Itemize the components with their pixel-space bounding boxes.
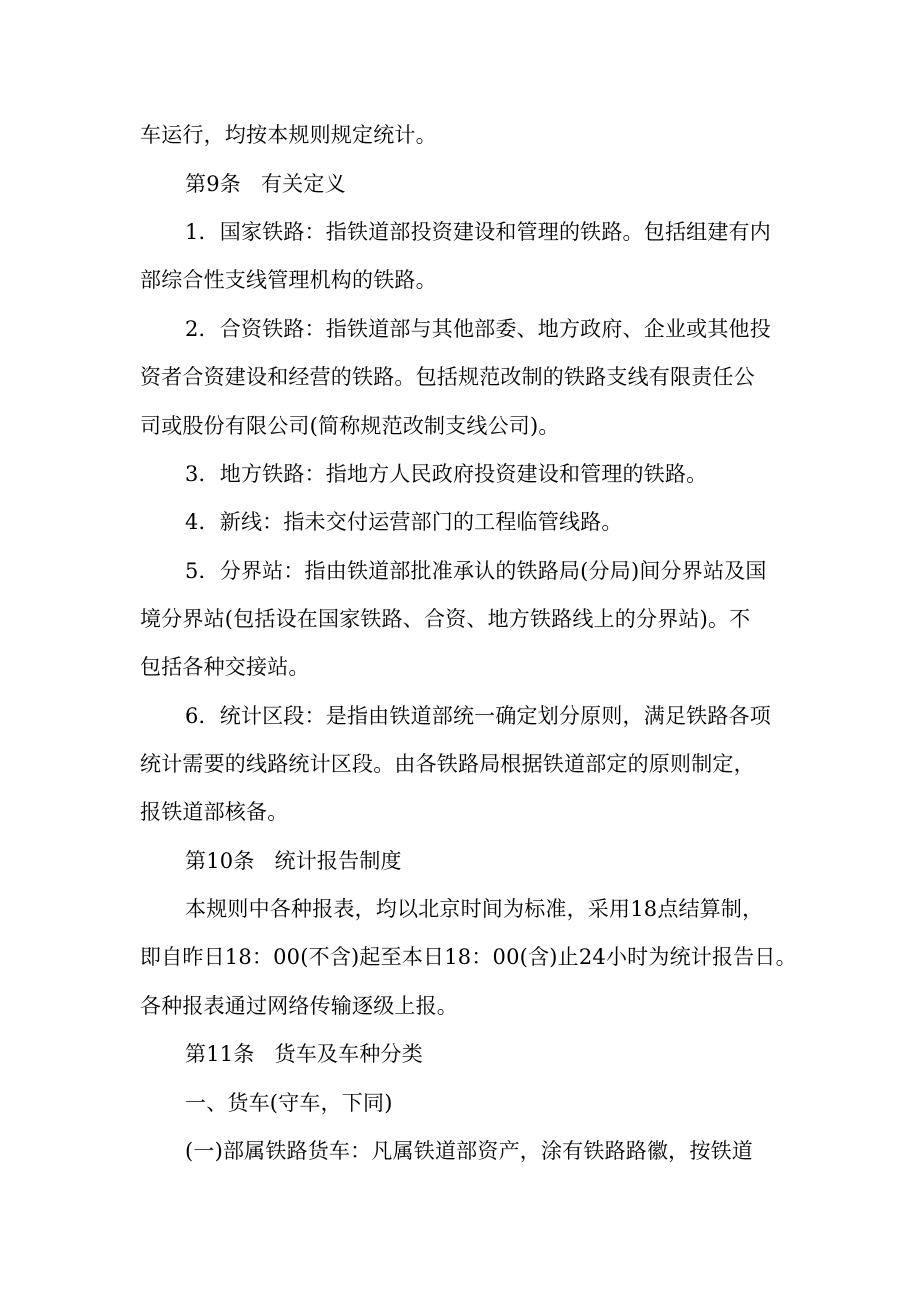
paragraph-line: 报铁道部核备。 <box>140 800 289 824</box>
paragraph-line: 6．统计区段：是指由铁道部统一确定划分原则，满足铁路各项 <box>185 704 771 728</box>
article-heading-9 <box>185 169 346 199</box>
article-title: 货车及车种分类 <box>274 1042 423 1066</box>
paragraph-line: 部综合性支线管理机构的铁路。 <box>140 268 437 292</box>
article-title: 有关定义 <box>260 172 346 196</box>
paragraph-line: 5．分界站：指由铁道部批准承认的铁路局(分局)间分界站及国 <box>185 559 767 583</box>
paragraph-line: 4．新线：指未交付运营部门的工程临管线路。 <box>185 510 623 534</box>
paragraph-line: 1．国家铁路：指铁道部投资建设和管理的铁路。包括组建有内 <box>185 220 771 244</box>
paragraph-line: 司或股份有限公司(简称规范改制支线公司)。 <box>140 414 560 438</box>
article-heading-10 <box>185 846 402 876</box>
paragraph-line: 本规则中各种报表，均以北京时间为标准，采用18点结算制， <box>185 897 764 921</box>
paragraph-line: 统计需要的线路统计区段。由各铁路局根据铁道部定的原则制定， <box>140 752 755 776</box>
paragraph-line: (一)部属铁路货车：凡属铁道部资产，涂有铁路路徽，按铁道 <box>185 1139 753 1163</box>
paragraph-line: 2．合资铁路：指铁道部与其他部委、地方政府、企业或其他投 <box>185 317 771 341</box>
article-number: 第10条 <box>185 849 255 873</box>
paragraph-line: 即自昨日18：00(不含)起至本日18：00(含)止24小时为统计报告日。 <box>140 945 797 969</box>
paragraph-line: 车运行，均按本规则规定统计。 <box>140 123 437 147</box>
paragraph-line: 境分界站(包括设在国家铁路、合资、地方铁路线上的分界站)。不 <box>140 607 751 631</box>
article-number: 第11条 <box>185 1042 255 1066</box>
article-number: 第9条 <box>185 172 241 196</box>
article-heading-11 <box>185 1039 423 1069</box>
article-title: 统计报告制度 <box>274 849 402 873</box>
paragraph-line: 资者合资建设和经营的铁路。包括规范改制的铁路支线有限责任公 <box>140 365 755 389</box>
paragraph-line: 3．地方铁路：指地方人民政府投资建设和管理的铁路。 <box>185 462 708 486</box>
paragraph-line: 各种报表通过网络传输逐级上报。 <box>140 994 458 1018</box>
paragraph-line: 一、货车(守车，下同) <box>185 1091 393 1115</box>
paragraph-line: 包括各种交接站。 <box>140 655 310 679</box>
